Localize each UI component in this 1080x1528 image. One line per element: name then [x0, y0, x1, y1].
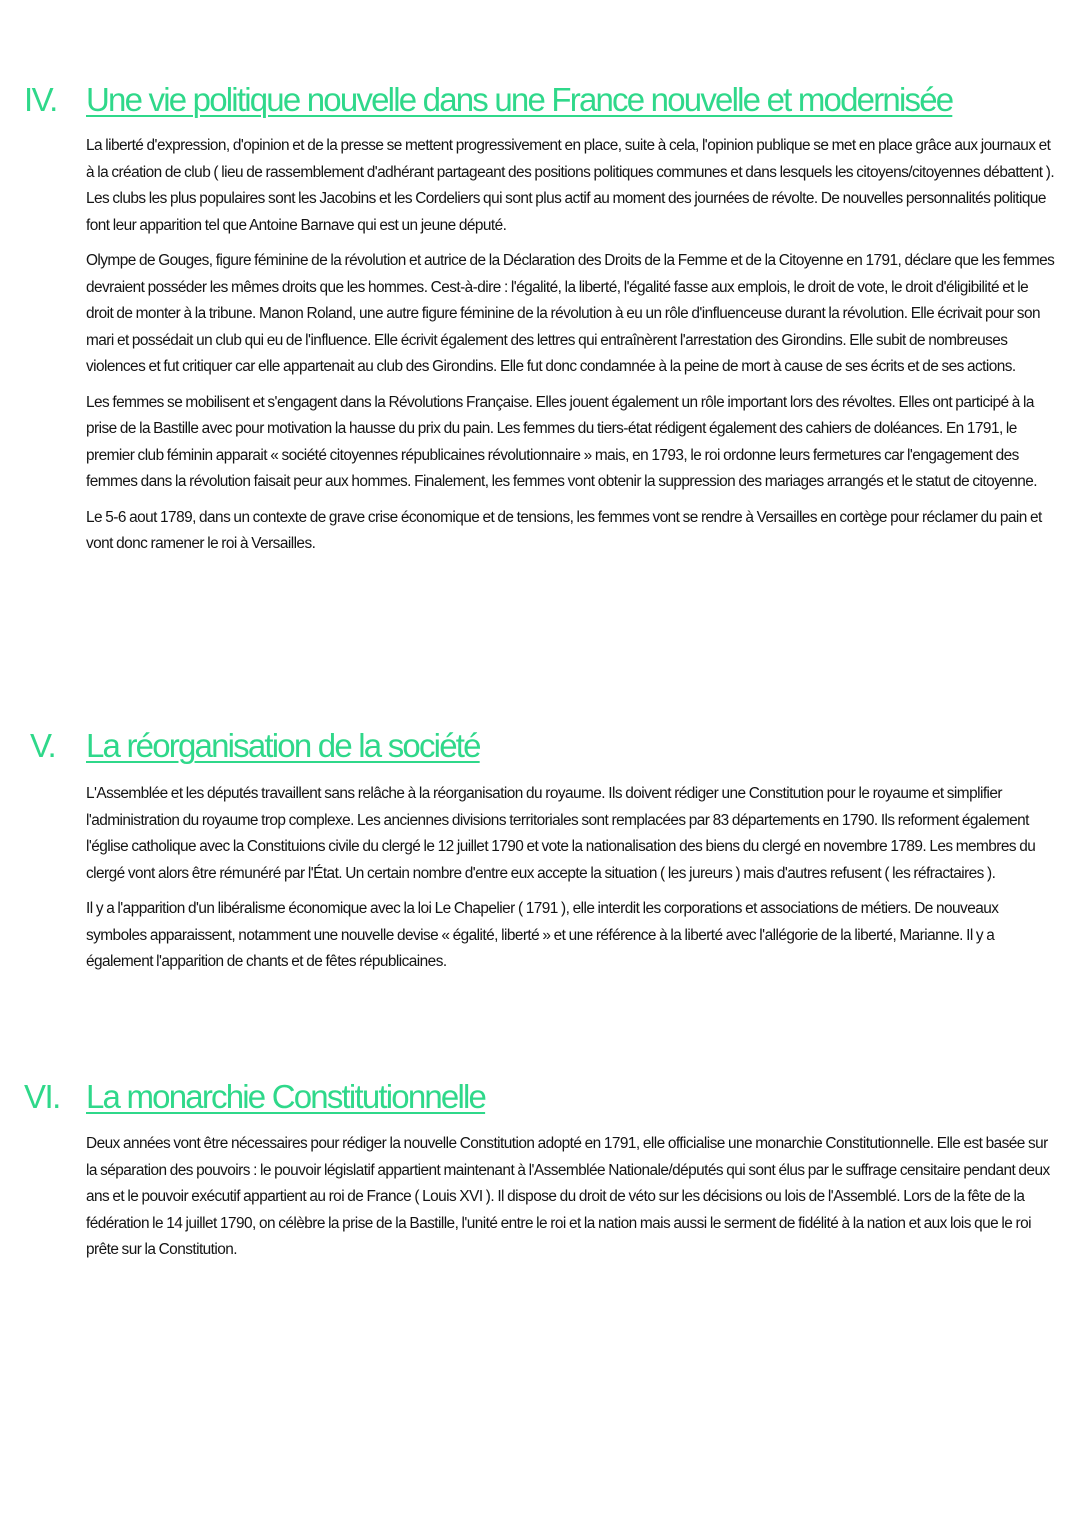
paragraph: Il y a l'apparition d'un libéralisme économique avec la loi Le Chapelier ( 1791 ), elle interdit les corporations et associations de métiers. De nouveaux symboles apparaissent, notamment une nouvelle devise « égalité, liberté » et une référence à la liberté avec l'allégorie de la liberté, Marianne. Il y a également l'apparition de chants et de fêtes républicaines. [86, 900, 999, 970]
section-title: La monarchie Constitutionnelle [86, 1078, 486, 1115]
section-numeral: VI. [24, 1078, 60, 1115]
section-body [86, 781, 1056, 976]
section-body [86, 1131, 1056, 1264]
paragraph: Deux années vont être nécessaires pour rédiger la nouvelle Constitution adopté en 1791, elle officialise une monarchie Constitutionnelle. Elle est basée sur la séparation des pouvoirs : le pouvoir législatif appartient maintenant à l'Assemblée Nationale/députés qui sont élus par le suffrage censitaire pendant deux ans et le pouvoir exécutif appartient au roi de France ( Louis XVI ). Il dispose du droit de véto sur les décisions ou lois de l'Assemblé. Lors de la fête de la fédération le 14 juillet 1790, on célèbre la prise de la Bastille, l'unité entre le roi et la nation mais aussi le serment de fidélité à la nation et aux lois que le roi prête sur la Constitution. [86, 1135, 1050, 1258]
section-numeral: V. [30, 727, 56, 764]
section-body [86, 133, 1056, 558]
section-heading [0, 722, 1080, 774]
paragraph: Olympe de Gouges, figure féminine de la révolution et autrice de la Déclaration des Droits de la Femme et de la Citoyenne en 1791, déclare que les femmes devraient posséder les mêmes droits que les hommes. Cest-à-dire : l'égalité, la liberté, l'égalité fasse aux emplois, le droit de vote, le droit d'éligibilité et le droit de monter à la tribune. Manon Roland, une autre figure féminine de la révolution à eu un rôle d'influenceuse durant la révolution. Elle écrivait pour son mari et possédait un club qui eu de l'influence. Elle écrivit également des lettres qui entraînèrent l'arrestation des Girondins. Elle subit de nombreuses violences et fut critiquer car elle appartenait au club des Girondins. Elle fut donc condamnée à la peine de mort à cause de ses écrits et de ses actions. [86, 252, 1055, 375]
paragraph: L'Assemblée et les députés travaillent sans relâche à la réorganisation du royaume. Ils doivent rédiger une Constitution pour le royaume et simplifier l'administration du royaume trop complexe. Les anciennes divisions territoriales sont remplacées par 83 départements en 1790. Ils reforment également l'église catholique avec la Constituions civile du clergé le 12 juillet 1790 et vote la nationalisation des biens du clergé en novembre 1789. Les membres du clergé vont alors être rémunéré par l'État. Un certain nombre d'entre eux accepte la situation ( les jureurs ) mais d'autres refusent ( les réfractaires ). [86, 785, 1036, 882]
paragraph: Le 5-6 aout 1789, dans un contexte de grave crise économique et de tensions, les femmes vont se rendre à Versailles en cortège pour réclamer du pain et vont donc ramener le roi à Versailles. [86, 508, 1042, 552]
section-numeral: IV. [24, 81, 57, 118]
section-heading [0, 1073, 1080, 1125]
section-iv [0, 76, 1080, 567]
paragraph: La liberté d'expression, d'opinion et de la presse se mettent progressivement en place, suite à cela, l'opinion publique se met en place grâce aux journaux et à la création de club ( lieu de rassemblement d'adhérant partageant des positions politiques communes et dans lesquels les citoyens/citoyennes débattent ). Les clubs les plus populaires sont les Jacobins et les Cordeliers qui sont plus actif au moment des journées de révolte. De nouvelles personnalités politique font leur apparition tel que Antoine Barnave qui est un jeune député. [86, 137, 1055, 234]
section-v [0, 722, 1080, 985]
section-vi [0, 1073, 1080, 1273]
paragraph: Les femmes se mobilisent et s'engagent dans la Révolutions Française. Elles jouent également un rôle important lors des révoltes. Elles ont participé à la prise de la Bastille avec pour motivation la hausse du prix du pain. Les femmes du tiers-état rédigent également des cahiers de doléances. En 1791, le premier club féminin apparait « société citoyennes républicaines révolutionnaire » mais, en 1793, le roi ordonne leurs fermetures car l'engagement des femmes dans la révolution faisait peur aux hommes. Finalement, les femmes vont obtenir la suppression des mariages arrangés et le statut de citoyenne. [86, 393, 1038, 490]
section-title: Une vie politique nouvelle dans une France nouvelle et modernisée [86, 81, 953, 118]
section-heading [0, 76, 1080, 128]
section-title: La réorganisation de la société [86, 727, 480, 764]
